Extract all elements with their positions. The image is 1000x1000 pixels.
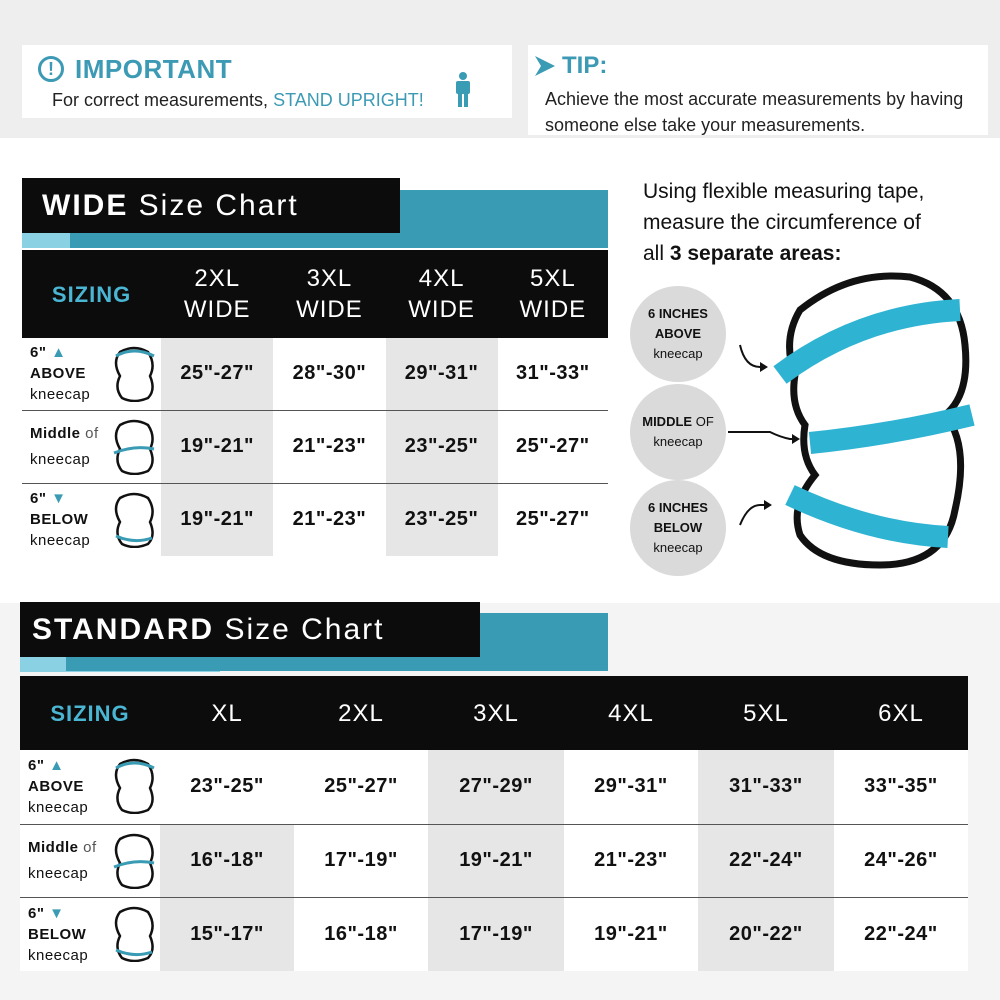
size-cell: 27"-29" (428, 750, 564, 824)
size-cell: 21"-23" (273, 410, 385, 483)
column-header: 3XL (428, 676, 564, 750)
size-cell: 29"-31" (564, 750, 698, 824)
wide-chart-title: WIDE Size Chart (22, 178, 400, 233)
size-cell: 23"-25" (386, 483, 498, 556)
chevron-right-icon (533, 54, 557, 78)
table-row (22, 410, 608, 483)
table-row (20, 824, 968, 897)
table-row (22, 338, 608, 410)
size-cell: 23"-25" (386, 410, 498, 483)
wide-size-table (22, 250, 608, 556)
size-cell: 21"-23" (273, 483, 385, 556)
size-cell: 29"-31" (386, 338, 498, 410)
knee-diagram (720, 265, 990, 575)
table-row (22, 483, 608, 556)
label-below-kneecap: 6 INCHES BELOW kneecap (630, 480, 726, 576)
row-label-middle: Middle of kneecap (20, 824, 160, 897)
column-header: XL (160, 676, 294, 750)
size-cell: 19"-21" (428, 824, 564, 897)
important-title: IMPORTANT (75, 54, 233, 84)
size-cell: 17"-19" (294, 824, 428, 897)
exclamation-icon: ! (38, 56, 64, 82)
arrow-up-icon: ▲ (51, 344, 67, 362)
column-header: 5XL (698, 676, 834, 750)
column-header: 5XL WIDE (498, 250, 608, 338)
size-cell: 24"-26" (834, 824, 968, 897)
arrow-icon (764, 500, 772, 510)
size-cell: 16"-18" (160, 824, 294, 897)
size-cell: 22"-24" (834, 897, 968, 971)
arrow-down-icon: ▼ (49, 904, 65, 922)
knee-middle-icon (112, 419, 156, 475)
column-header: 4XL (564, 676, 698, 750)
tip-title: TIP: (562, 52, 608, 79)
sizing-header: SIZING (20, 676, 160, 750)
size-cell: 16"-18" (294, 897, 428, 971)
row-label-middle: Middle of kneecap (22, 410, 161, 483)
arrow-icon (728, 432, 796, 439)
size-cell: 19"-21" (564, 897, 698, 971)
size-cell: 21"-23" (564, 824, 698, 897)
arrow-icon (760, 362, 768, 372)
column-header: 2XL (294, 676, 428, 750)
size-cell: 19"-21" (161, 410, 273, 483)
knee-above-icon (112, 758, 156, 814)
label-middle-kneecap: MIDDLE OF kneecap (630, 384, 726, 480)
size-cell: 31"-33" (698, 750, 834, 824)
column-header: 2XL WIDE (161, 250, 273, 338)
size-cell: 31"-33" (498, 338, 608, 410)
table-row (20, 897, 968, 971)
row-label-above: 6" ▲ ABOVE kneecap (20, 750, 160, 824)
row-label-below: 6" ▼ BELOW kneecap (20, 897, 160, 971)
column-header: 4XL WIDE (386, 250, 498, 338)
size-cell: 28"-30" (273, 338, 385, 410)
size-cell: 19"-21" (161, 483, 273, 556)
size-cell: 20"-22" (698, 897, 834, 971)
arrow-up-icon: ▲ (49, 757, 65, 775)
size-cell: 25"-27" (498, 410, 608, 483)
size-cell: 25"-27" (161, 338, 273, 410)
label-above-kneecap: 6 INCHES ABOVE kneecap (630, 286, 726, 382)
arrow-down-icon: ▼ (51, 490, 67, 508)
size-cell: 25"-27" (498, 483, 608, 556)
size-cell: 23"-25" (160, 750, 294, 824)
knee-below-icon (112, 906, 156, 962)
size-cell: 17"-19" (428, 897, 564, 971)
standard-size-table (20, 676, 968, 971)
person-icon (455, 72, 471, 108)
table-row (20, 750, 968, 824)
standard-chart-title: STANDARD Size Chart (20, 602, 480, 657)
size-cell: 25"-27" (294, 750, 428, 824)
knee-below-icon (112, 492, 156, 548)
column-header: 3XL WIDE (273, 250, 385, 338)
tip-text: Achieve the most accurate measurements by having someone else take your measurements. (545, 89, 964, 135)
size-cell: 33"-35" (834, 750, 968, 824)
size-cell: 22"-24" (698, 824, 834, 897)
knee-middle-icon (112, 833, 156, 889)
measurement-instructions: Using flexible measuring tape, measure the circumference of all 3 separate areas: (643, 180, 925, 265)
row-label-above: 6" ▲ ABOVE kneecap (22, 338, 161, 410)
important-text: For correct measurements, STAND UPRIGHT! (52, 90, 424, 110)
arrow-icon (740, 505, 766, 525)
knee-above-icon (112, 346, 156, 402)
row-label-below: 6" ▼ BELOW kneecap (22, 483, 161, 556)
sizing-header: SIZING (22, 250, 161, 338)
arrow-icon (792, 434, 800, 444)
column-header: 6XL (834, 676, 968, 750)
size-cell: 15"-17" (160, 897, 294, 971)
